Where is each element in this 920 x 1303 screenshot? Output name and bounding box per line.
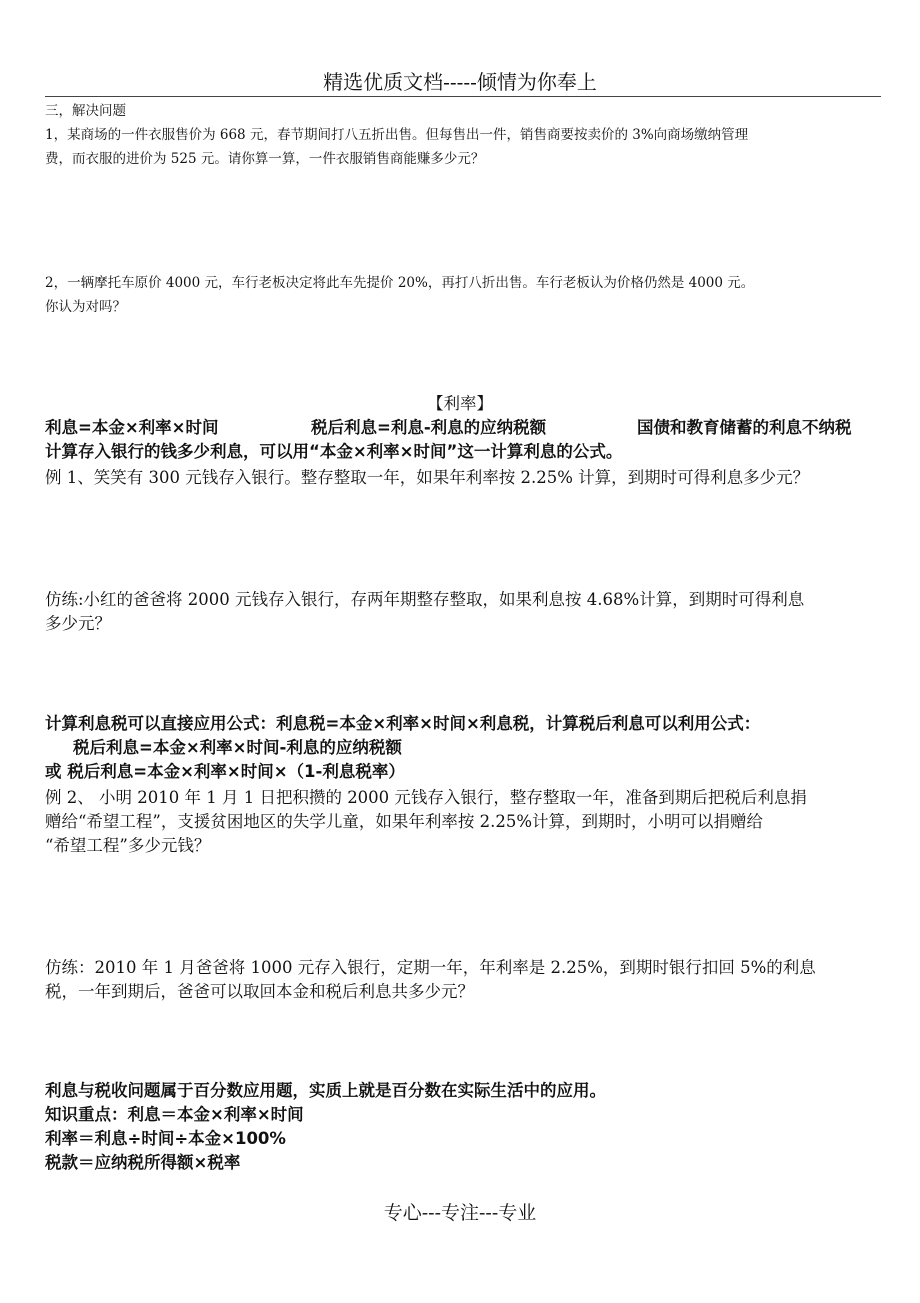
interest-section-title: 【利率】 xyxy=(427,394,493,413)
question-2-line-2: 你认为对吗？ xyxy=(45,299,126,315)
tax-formula-line-2: 税后利息=本金×利率×时间-利息的应纳税额 xyxy=(73,738,402,757)
interest-intro: 计算存入银行的钱多少利息，可以用“本金×利率×时间”这一计算利息的公式。 xyxy=(45,442,623,461)
section-heading: 三，解决问题 xyxy=(45,103,126,119)
summary-line-4: 税款＝应纳税所得额×税率 xyxy=(45,1153,241,1172)
practice-2-line-1: 仿练：2010 年 1 月爸爸将 1000 元存入银行，定期一年，年利率是 2.25%，到期时银行扣回 5%的利息 xyxy=(45,958,816,977)
page-header-title: 精选优质文档-----倾情为你奉上 xyxy=(323,70,597,94)
example-2-line-1: 例 2、 小明 2010 年 1 月 1 日把积攒的 2000 元钱存入银行，整存整取一年，准备到期后把税后利息捐 xyxy=(45,788,807,807)
question-2-line-1: 2，一辆摩托车原价 4000 元，车行老板决定将此车先提价 20%，再打八折出售。车行老板认为价格仍然是 4000 元。 xyxy=(45,275,755,291)
practice-2-line-2: 税，一年到期后，爸爸可以取回本金和税后利息共多少元？ xyxy=(45,982,474,1001)
example-2-line-3: “希望工程”多少元钱？ xyxy=(45,836,211,855)
question-1-line-2: 费，而衣服的进价为 525 元。请你算一算，一件衣服销售商能赚多少元？ xyxy=(45,151,485,167)
tax-formula-line-1: 计算利息税可以直接应用公式：利息税=本金×利率×时间×利息税，计算税后利息可以利用公式： xyxy=(45,714,761,733)
example-2-line-2: 赠给“希望工程”，支援贫困地区的失学儿童，如果年利率按 2.25%计算，到期时，小明可以捐赠给 xyxy=(45,812,764,831)
practice-1-line-2: 多少元？ xyxy=(45,614,111,633)
example-1: 例 1、笑笑有 300 元钱存入银行。整存整取一年，如果年利率按 2.25% 计算，到期时可得利息多少元？ xyxy=(45,468,810,487)
summary-line-3: 利率＝利息÷时间÷本金×100% xyxy=(45,1129,286,1148)
formula-tax-exempt: 国债和教育储蓄的利息不纳税 xyxy=(637,418,852,437)
tax-formula-line-3: 或 税后利息=本金×利率×时间×（1-利息税率） xyxy=(45,762,405,781)
header-rule xyxy=(45,96,881,97)
summary-line-1: 利息与税收问题属于百分数应用题，实质上就是百分数在实际生活中的应用。 xyxy=(45,1081,606,1100)
practice-1-line-1: 仿练:小红的爸爸将 2000 元钱存入银行，存两年期整存整取，如果利息按 4.68%计算，到期时可得利息 xyxy=(45,590,805,609)
page-footer: 专心---专注---专业 xyxy=(383,1202,537,1224)
summary-line-2: 知识重点：利息＝本金×利率×时间 xyxy=(45,1105,304,1124)
formula-after-tax-interest: 税后利息=利息-利息的应纳税额 xyxy=(311,418,547,437)
question-1-line-1: 1，某商场的一件衣服售价为 668 元，春节期间打八五折出售。但每售出一件，销售商要按卖价的 3%向商场缴纳管理 xyxy=(45,127,749,143)
formula-interest: 利息=本金×利率×时间 xyxy=(45,418,219,437)
